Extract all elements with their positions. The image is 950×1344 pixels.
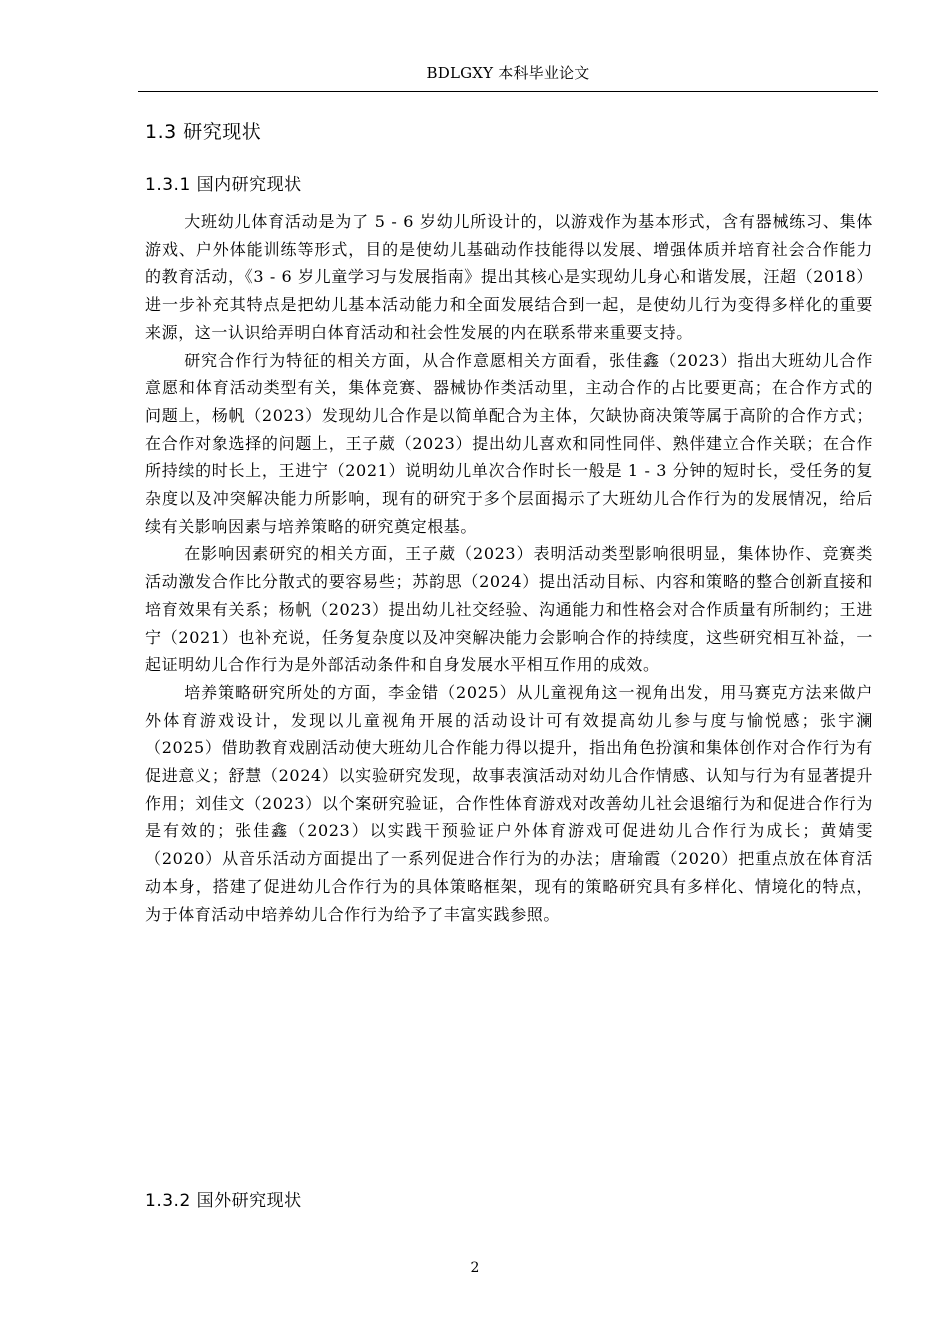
body-text (145, 208, 873, 928)
paragraph: 研究合作行为特征的相关方面，从合作意愿相关方面看，张佳鑫（2023）指出大班幼儿合作意愿和体育活动类型有关，集体竞赛、器械协作类活动里，主动合作的占比要更高；在合作方式的问题上，杨帆（2023）发现幼儿合作是以简单配合为主体，欠缺协商决策等属于高阶的合作方式；在合作对象选择的问题上，王子葳（2023）提出幼儿喜欢和同性同伴、熟伴建立合作关联；在合作所持续的时长上，王进宁（2021）说明幼儿单次合作时长一般是 1 - 3 分钟的短时长，受任务的复杂度以及冲突解决能力所影响，现有的研究于多个层面揭示了大班幼儿合作行为的发展情况，给后续有关影响因素与培养策略的研究奠定根基。 (145, 350, 873, 536)
header-rule (138, 91, 878, 92)
page-number: 2 (470, 1260, 480, 1276)
paragraph: 大班幼儿体育活动是为了 5 - 6 岁幼儿所设计的，以游戏作为基本形式，含有器械练习、集体游戏、户外体能训练等形式，目的是使幼儿基础动作技能得以发展、增强体质并培育社会合作能力的教育活动，《3 - 6 岁儿童学习与发展指南》提出其核心是实现幼儿身心和谐发展，汪超（2018）进一步补充其特点是把幼儿基本活动能力和全面发展结合到一起，是使幼儿行为变得多样化的重要来源，这一认识给弄明白体育活动和社会性发展的内在联系带来重要支持。 (145, 212, 873, 342)
section-heading: 1.3 研究现状 (145, 121, 262, 143)
paragraph: 培养策略研究所处的方面，李金错（2025）从儿童视角这一视角出发，用马赛克方法来做户外体育游戏设计，发现以儿童视角开展的活动设计可有效提高幼儿参与度与愉悦感；张宇澜（2025）借助教育戏剧活动使大班幼儿合作能力得以提升，指出角色扮演和集体创作对合作行为有促进意义；舒慧（2024）以实验研究发现，故事表演活动对幼儿合作情感、认知与行为有显著提升作用；刘佳文（2023）以个案研究验证，合作性体育游戏对改善幼儿社会退缩行为和促进合作行为是有效的；张佳鑫（2023）以实践干预验证户外体育游戏可促进幼儿合作行为成长；黄婧雯（2020）从音乐活动方面提出了一系列促进合作行为的办法；唐瑜霞（2020）把重点放在体育活动本身，搭建了促进幼儿合作行为的具体策略框架，现有的策略研究具有多样化、情境化的特点，为于体育活动中培养幼儿合作行为给予了丰富实践参照。 (145, 682, 873, 924)
paragraph: 在影响因素研究的相关方面，王子葳（2023）表明活动类型影响很明显，集体协作、竞赛类活动激发合作比分散式的要容易些；苏韵思（2024）提出活动目标、内容和策略的整合创新直接和培育效果有关系；杨帆（2023）提出幼儿社交经验、沟通能力和性格会对合作质量有所制约；王进宁（2021）也补充说，任务复杂度以及冲突解决能力会影响合作的持续度，这些研究相互补益，一起证明幼儿合作行为是外部活动条件和自身发展水平相互作用的成效。 (145, 544, 873, 675)
running-header: BDLGXY 本科毕业论文 (426, 64, 590, 82)
subsection-heading-foreign: 1.3.2 国外研究现状 (145, 1191, 302, 1211)
subsection-heading-domestic: 1.3.1 国内研究现状 (145, 175, 302, 195)
